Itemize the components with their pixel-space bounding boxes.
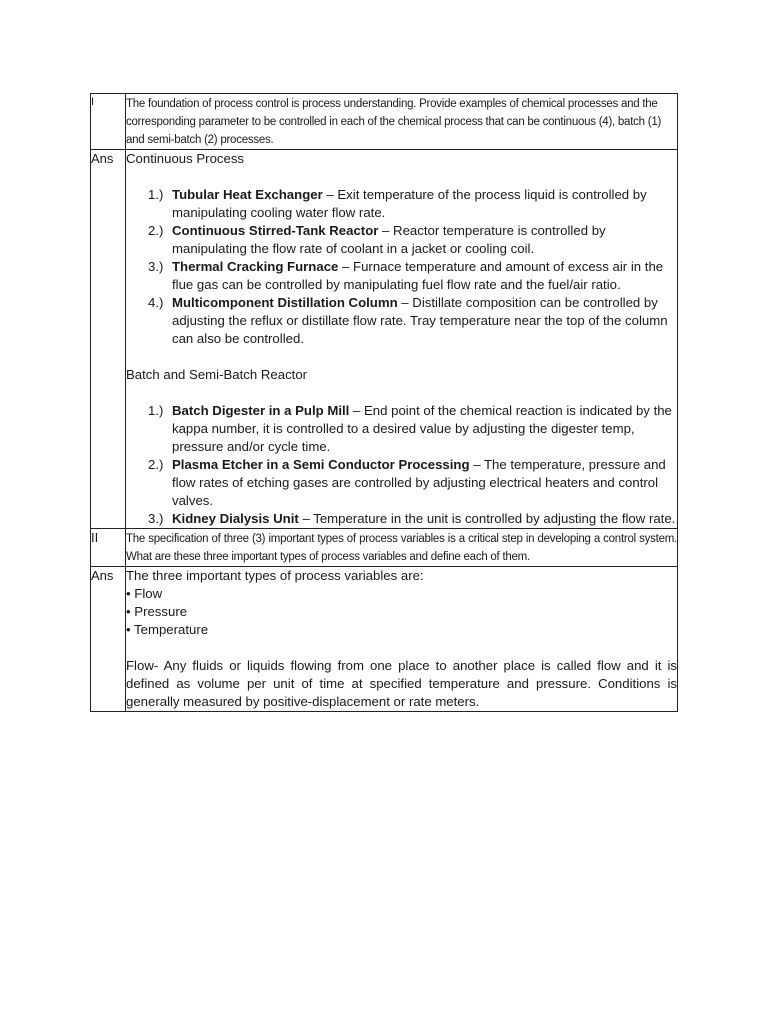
list-item xyxy=(148,294,677,348)
item-term: Continuous Stirred-Tank Reactor xyxy=(172,223,379,238)
question-cell xyxy=(126,94,678,150)
item-term: Batch Digester in a Pulp Mill xyxy=(172,403,350,418)
list-item xyxy=(148,222,677,258)
item-term: Thermal Cracking Furnace xyxy=(172,259,339,274)
answer-row-1 xyxy=(91,150,678,529)
item-number: 2.) xyxy=(148,457,164,472)
answer-row-2 xyxy=(91,567,678,712)
item-term: Kidney Dialysis Unit xyxy=(172,511,299,526)
item-term: Plasma Etcher in a Semi Conductor Processing xyxy=(172,457,470,472)
batch-process-list xyxy=(126,402,677,528)
item-number: 4.) xyxy=(148,295,164,310)
list-item xyxy=(148,258,677,294)
item-text: – Distillate composition can be controlled by adjusting the reflux or distillate flow rate. Tray temperature near the top of the column can also be controlled. xyxy=(172,295,668,346)
question-text: The specification of three (3) important types of process variables is a critical step in developing a control system. What are these three important types of process variables and define each of them. xyxy=(126,533,677,563)
item-text: – Exit temperature of the process liquid is controlled by manipulating cooling water flow rate. xyxy=(172,187,647,220)
question-text: The foundation of process control is process understanding. Provide examples of chemical processes and the corresponding parameter to be controlled in each of the chemical process that can be continuous (4), batch (1) and semi-batch (2) processes. xyxy=(126,98,662,146)
row-label: Ans xyxy=(91,150,126,529)
item-term: Tubular Heat Exchanger xyxy=(172,187,323,202)
item-number: 3.) xyxy=(148,259,164,274)
continuous-process-list xyxy=(126,186,677,348)
item-number: 1.) xyxy=(148,403,164,418)
question-row-1 xyxy=(91,94,678,150)
list-item xyxy=(148,456,677,510)
item-number: 3.) xyxy=(148,511,164,526)
answer-cell xyxy=(126,150,678,529)
list-item xyxy=(148,402,677,456)
list-item xyxy=(148,186,677,222)
qa-table xyxy=(90,93,678,712)
bullet-temperature: • Temperature xyxy=(126,622,209,637)
question-row-2 xyxy=(91,529,678,567)
row-label: Ans xyxy=(91,567,126,712)
section-heading-batch: Batch and Semi-Batch Reactor xyxy=(126,367,308,382)
answer-cell xyxy=(126,567,678,712)
question-cell xyxy=(126,529,678,567)
item-number: 2.) xyxy=(148,223,164,238)
item-text: – Temperature in the unit is controlled by adjusting the flow rate. xyxy=(298,511,676,526)
item-text: – End point of the chemical reaction is indicated by the kappa number, it is controlled to a desired value by adjusting the digester temp, pressure and/or cycle time. xyxy=(172,403,672,454)
item-text: – The temperature, pressure and flow rates of etching gases are controlled by adjusting electrical heaters and control valves. xyxy=(172,457,666,508)
item-text: – Furnace temperature and amount of excess air in the flue gas can be controlled by manipulating fuel flow rate and the fuel/air ratio. xyxy=(172,259,664,292)
item-text: – Reactor temperature is controlled by manipulating the flow rate of coolant in a jacket or cooling coil. xyxy=(172,223,606,256)
section-heading-continuous: Continuous Process xyxy=(126,151,245,166)
flow-definition: Flow- Any fluids or liquids flowing from one place to another place is called flow and it is defined as volume per unit of time at specified temperature and pressure. Conditions is generally measured by positive-displacement or rate meters. xyxy=(126,658,677,709)
item-number: 1.) xyxy=(148,187,164,202)
bullet-flow: • Flow xyxy=(126,586,163,601)
item-term: Multicomponent Distillation Column xyxy=(172,295,398,310)
row-label: I xyxy=(91,94,126,150)
list-item xyxy=(148,510,677,528)
answer-intro: The three important types of process variables are: xyxy=(126,568,424,583)
bullet-pressure: • Pressure xyxy=(126,604,188,619)
row-label: II xyxy=(91,529,126,567)
